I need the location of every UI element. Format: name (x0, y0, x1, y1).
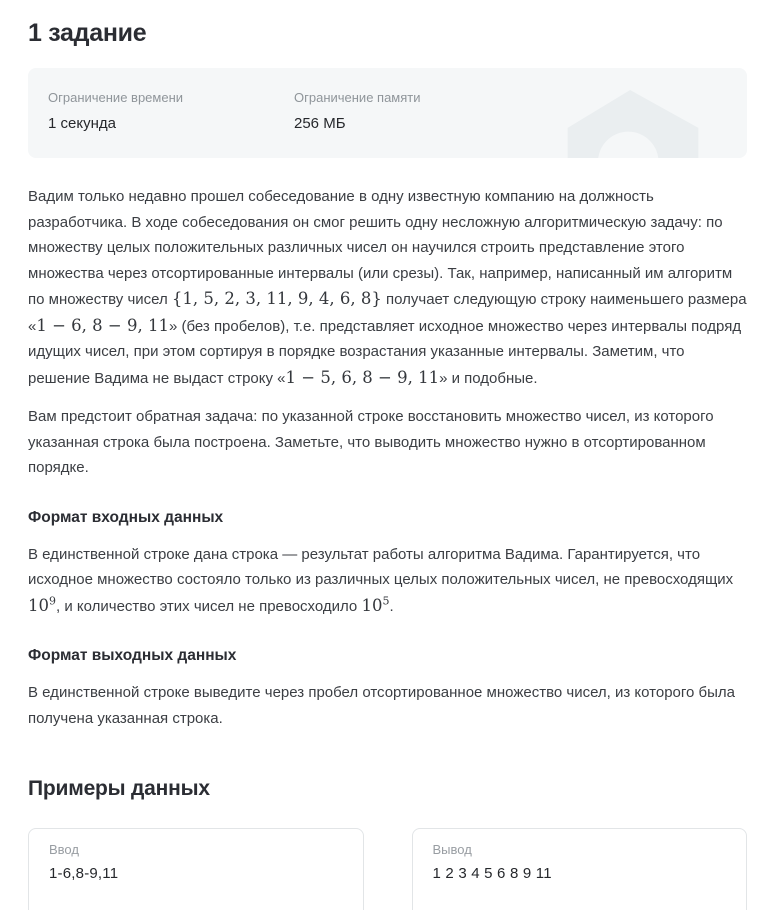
house-watermark-icon (564, 90, 702, 158)
memory-limit-block (294, 90, 540, 158)
input-format-heading: Формат входных данных (28, 508, 224, 526)
output-format-heading: Формат выходных данных (28, 647, 237, 664)
inline-math: {1, 5, 2, 3, 11, 9, 4, 6, 8} (171, 289, 382, 308)
memory-limit-value: 256 МБ (294, 115, 346, 132)
example-output-value: 1 2 3 4 5 6 8 9 11 (432, 865, 552, 882)
examples-row (28, 828, 747, 910)
problem-statement (28, 184, 747, 731)
page-title: 1 задание (28, 19, 147, 47)
inline-math: $10^9$ (28, 594, 56, 615)
inline-math: 1 − 5, 6, 8 − 9, 11 (285, 367, 440, 387)
output-format-paragraph: В единственной строке выведите через пробел отсортированное множество чисел, из которого была получена указанная строка. (28, 684, 736, 727)
inline-math: $10^5$ (361, 594, 390, 615)
example-output-box (412, 828, 748, 910)
inline-math: 1 − 6, 8 − 9, 11 (36, 315, 169, 335)
example-input-box (28, 828, 364, 910)
statement-paragraph: Вам предстоит обратная задача: по указанной строке восстановить множество чисел, из которого указанная строка была построена. Заметьте, что выводить множество нужно в отсортированном порядке. (28, 408, 714, 476)
input-format-paragraph: В единственной строке дана строка — результат работы алгоритма Вадима. Гарантируется, что исходное множество состояло только из различных целых положительных чисел, не превосходящих $10^9$, и количество этих чисел не превосходило $10^5$. (28, 545, 734, 615)
time-limit-block (48, 90, 294, 158)
example-output-label: Вывод (432, 842, 472, 857)
time-limit-label: Ограничение времени (48, 90, 184, 105)
memory-limit-label: Ограничение памяти (294, 90, 421, 105)
time-limit-value: 1 секунда (48, 115, 116, 132)
example-input-value: 1-6,8-9,11 (49, 865, 119, 882)
example-input-label: Ввод (49, 842, 79, 857)
limits-panel (28, 68, 747, 158)
statement-paragraph: Вадим только недавно прошел собеседование в одну известную компанию на должность разработчика. В ходе собеседования он смог решить одну несложную алгоритмическую задачу: по множеству целых положительных различных чисел он научился строить представление этого множества через отсортированные интервалы (или срезы). Так, например, написанный им алгоритм по множеству чисел {1, 5, 2, 3, 11, 9, 4, 6, 8} получает следующую строку наименьшего размера «1 − 6, 8 − 9, 11» (без пробелов), т.е. представляет исходное множество через интервалы подряд идущих чисел, при этом сортируя в порядке возрастания указанные интервалы. Заметим, что решение Вадима не выдаст строку «1 − 5, 6, 8 − 9, 11» и подобные. (28, 188, 747, 387)
examples-heading: Примеры данных (28, 777, 210, 800)
